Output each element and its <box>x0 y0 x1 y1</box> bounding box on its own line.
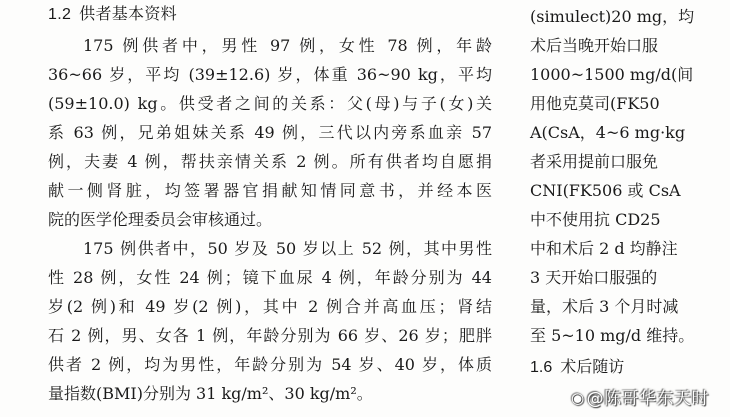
right-column-line: A(CsA，4~6 mg·kg <box>530 123 686 142</box>
section-title: 供者基本资料 <box>79 4 177 23</box>
paragraph-line: 系 63 例，兄弟姐妹关系 49 例，三代以内旁系血亲 57 <box>48 123 492 142</box>
right-column-line: 至 5~10 mg/d 维持。 <box>530 326 695 345</box>
section-heading <box>48 6 177 23</box>
right-column-line: 中和术后 2 d 均静注 <box>530 239 678 258</box>
paragraph-line: 院的医学伦理委员会审核通过。 <box>48 210 273 229</box>
weibo-icon: ◉ <box>571 389 585 407</box>
paragraph-line: 175 例供者中，男性 97 例，女性 78 例，年龄 <box>83 36 492 55</box>
paragraph-line: 石 2 例，男、女各 1 例，年龄分别为 66 岁、26 岁；肥胖 <box>48 326 492 345</box>
subsection-heading <box>530 359 624 376</box>
paragraph-line: (59±10.0) kg。供受者之间的关系：父(母)与子(女)关 <box>48 94 492 113</box>
paragraph-line: 供者 2 例，均为男性，年龄分别为 54 岁、40 岁，体质 <box>48 355 492 374</box>
right-column-line: CNI(FK506 或 CsA <box>530 181 681 200</box>
section-number: 1.2 <box>48 6 72 23</box>
right-column-line: (simulect)20 mg，均 <box>530 7 695 26</box>
subsection-number: 1.6 <box>530 359 553 376</box>
right-column-line: 用他克莫司(FK50 <box>530 94 660 113</box>
right-column-line: 术后当晚开始口服 <box>530 36 659 55</box>
paragraph-line: 例，夫妻 4 例，帮扶亲情关系 2 例。所有供者均自愿捐 <box>48 152 492 171</box>
paragraph-line: 献一侧肾脏，均签署器官捐献知情同意书，并经本医 <box>48 181 492 200</box>
paragraph-line: 175 例供者中，50 岁及 50 岁以上 52 例，其中男性 <box>83 239 492 258</box>
right-column-line: 者采用提前口服免 <box>530 152 659 171</box>
paragraph-line: 性 28 例，女性 24 例；镜下血尿 4 例，年龄分别为 44 <box>48 268 492 287</box>
right-column-line: 1000~1500 mg/d(间 <box>530 65 694 84</box>
paragraph-line: 36~66 岁，平均 (39±12.6) 岁，体重 36~90 kg，平均 <box>48 65 492 84</box>
right-column-line: 3 天开始口服强的 <box>530 268 658 287</box>
right-column-line: 中不使用抗 CD25 <box>530 210 661 229</box>
right-column-line: 量，术后 3 个月时减 <box>530 297 679 316</box>
watermark <box>571 384 710 412</box>
paragraph-line: 岁(2 例)和 49 岁(2 例)，其中 2 例合并高血压；肾结 <box>48 297 492 316</box>
paragraph-line: 量指数(BMI)分别为 31 kg/m²、30 kg/m²。 <box>48 384 373 403</box>
watermark-text: @陈哥华东天时 <box>586 389 710 409</box>
subsection-title: 术后随访 <box>560 357 625 376</box>
